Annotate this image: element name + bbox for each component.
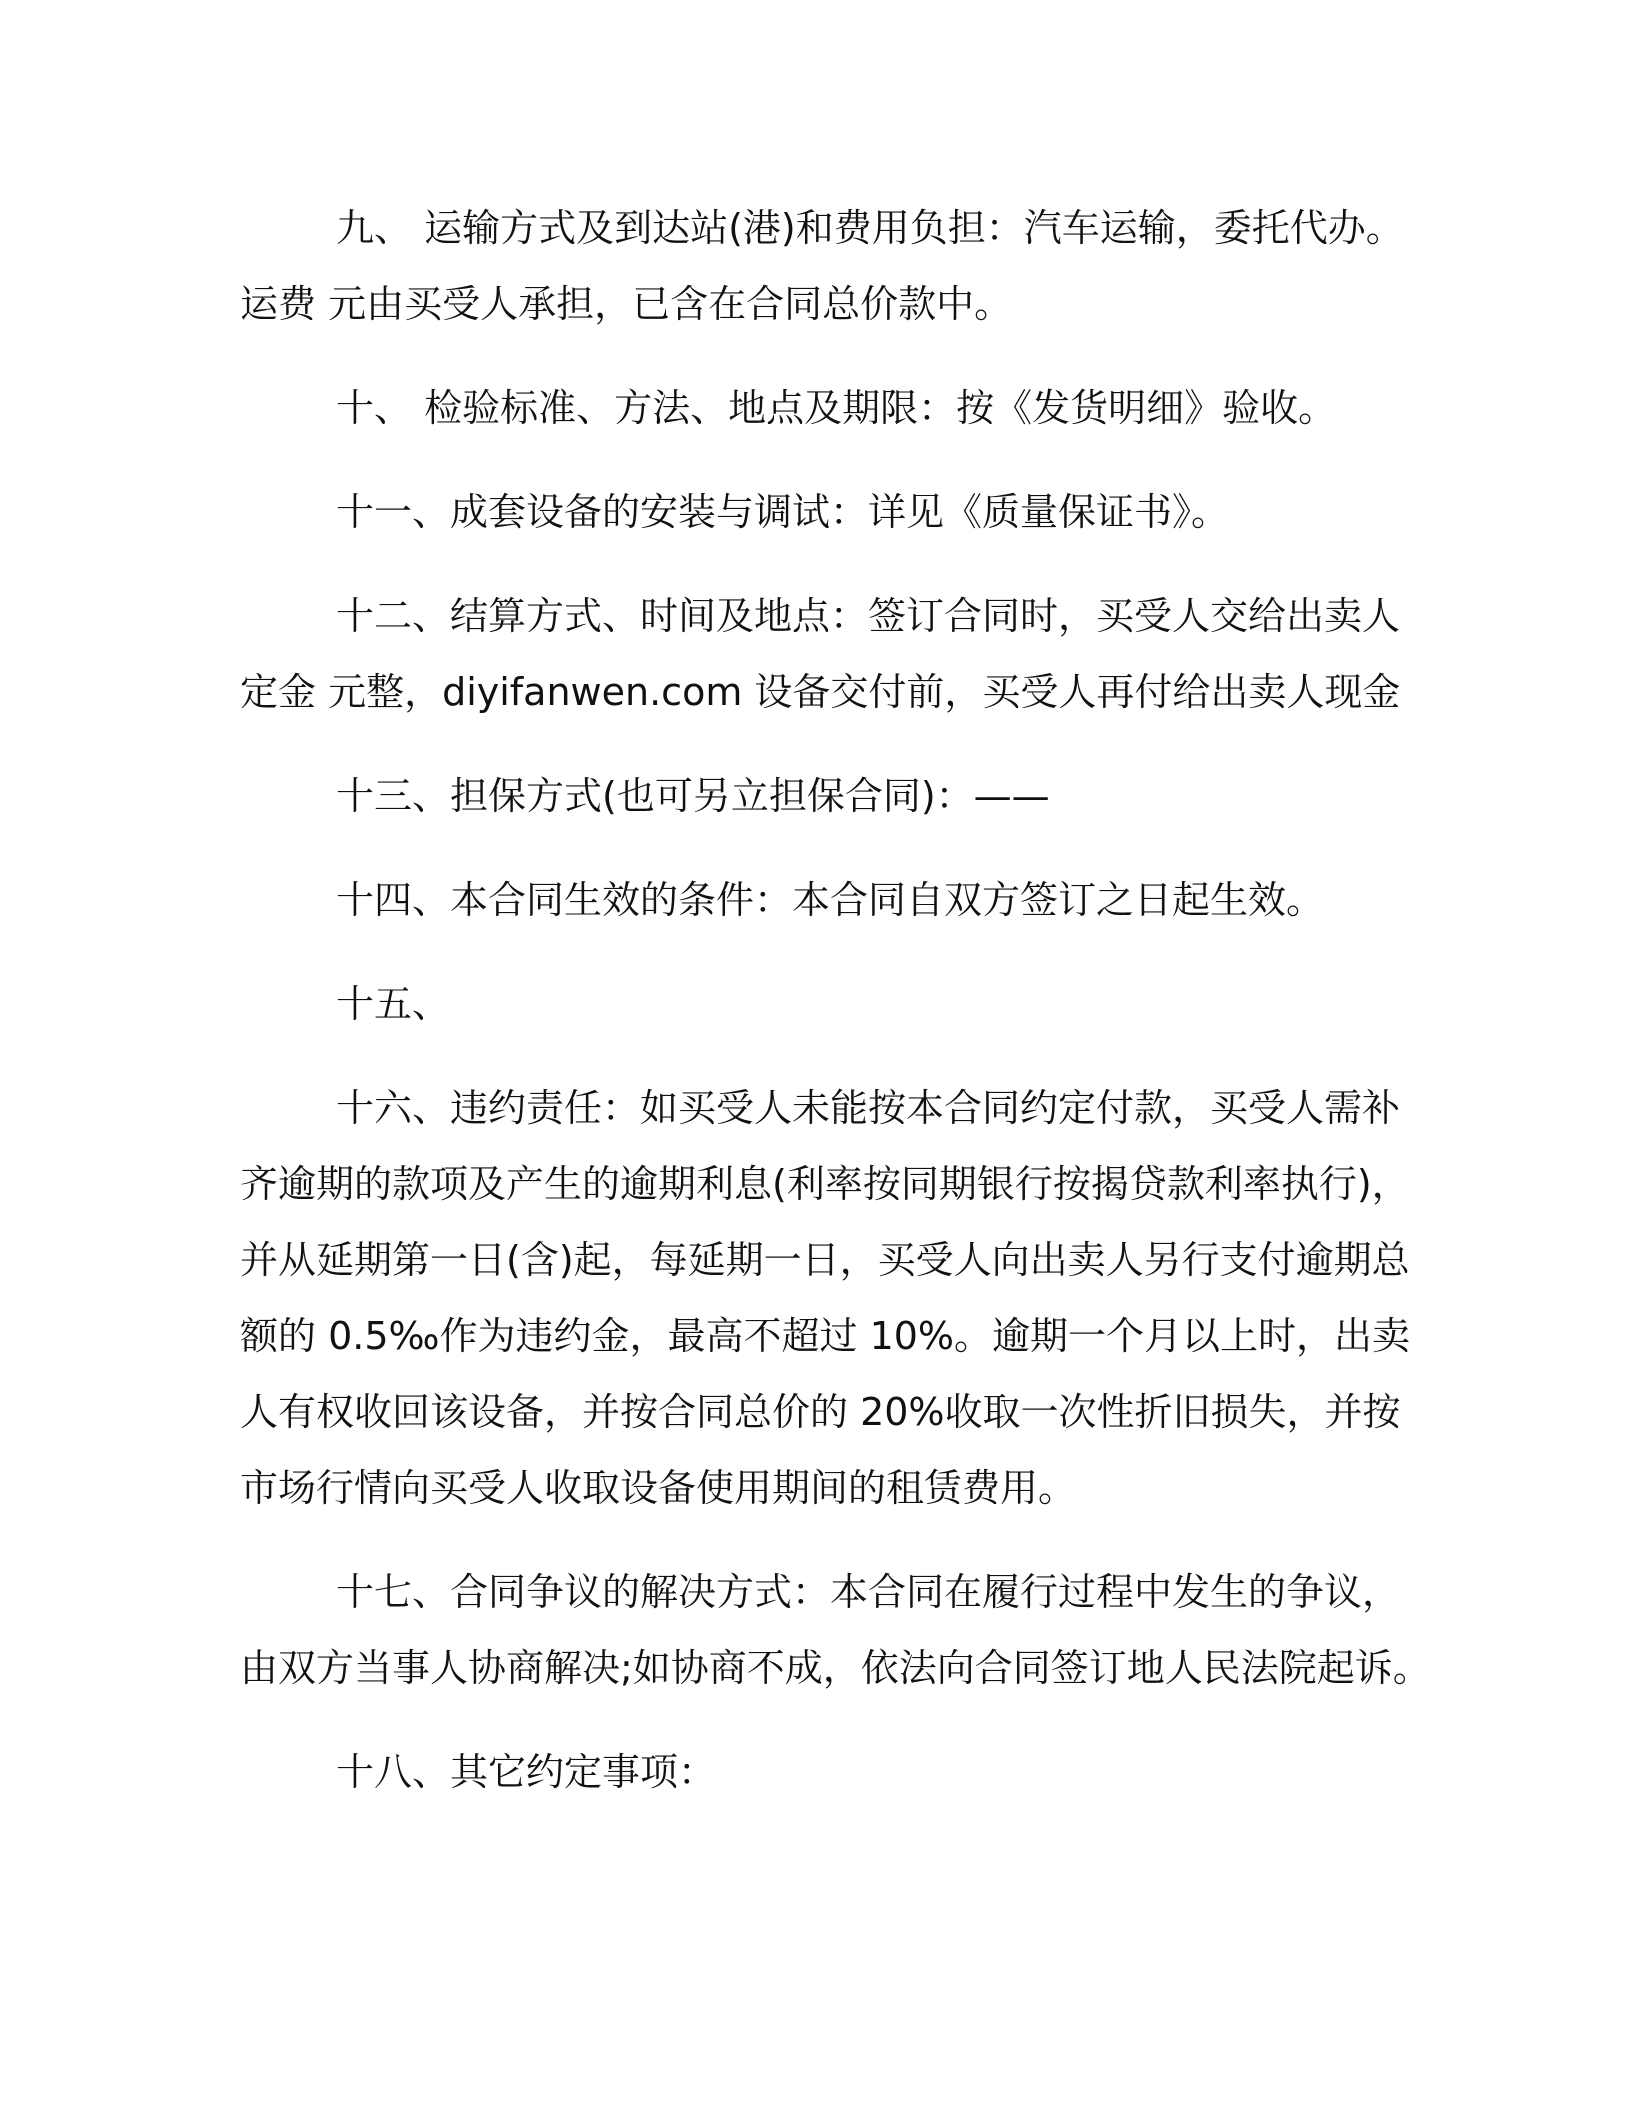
document-body <box>240 190 1431 1838</box>
clause-15-line-1: 十五、 <box>336 982 451 1026</box>
clause-16 <box>240 1070 1411 1526</box>
clause-16-line-6: 市场行情向买受人收取设备使用期间的租赁费用。 <box>240 1466 1077 1510</box>
clause-9-line-1: 九、 运输方式及到达站(港)和费用负担：汽车运输，委托代办。 <box>336 206 1404 250</box>
clause-12-line-1: 十二、结算方式、时间及地点：签订合同时，买受人交给出卖人 <box>336 594 1401 638</box>
clause-18 <box>240 1734 1400 1810</box>
clause-17-line-2: 由双方当事人协商解决;如协商不成，依法向合同签订地人民法院起诉。 <box>240 1646 1431 1690</box>
clause-18-line-1: 十八、其它约定事项： <box>336 1750 717 1794</box>
clause-10-line-1: 十、 检验标准、方法、地点及期限：按《发货明细》验收。 <box>336 386 1337 430</box>
clause-16-line-5: 人有权收回该设备，并按合同总价的 20%收取一次性折旧损失，并按 <box>240 1390 1401 1434</box>
clause-12 <box>240 578 1400 730</box>
clause-13-line-1: 十三、担保方式(也可另立担保合同)：—— <box>336 774 1050 818</box>
clause-17 <box>240 1554 1431 1706</box>
clause-11 <box>240 474 1400 550</box>
clause-16-line-3: 并从延期第一日(含)起，每延期一日，买受人向出卖人另行支付逾期总 <box>240 1238 1410 1282</box>
clause-16-line-2: 齐逾期的款项及产生的逾期利息(利率按同期银行按揭贷款利率执行)， <box>240 1162 1410 1206</box>
clause-14 <box>240 862 1400 938</box>
clause-16-line-1: 十六、违约责任：如买受人未能按本合同约定付款，买受人需补 <box>336 1086 1401 1130</box>
clause-10 <box>240 370 1400 446</box>
clause-12-line-2: 定金 元整，diyifanwen.com 设备交付前，买受人再付给出卖人现金 <box>240 670 1401 714</box>
clause-13 <box>240 758 1400 834</box>
clause-9 <box>240 190 1404 342</box>
clause-15 <box>240 966 1400 1042</box>
clause-16-line-4: 额的 0.5‰作为违约金，最高不超过 10%。逾期一个月以上时，出卖 <box>240 1314 1411 1358</box>
clause-11-line-1: 十一、成套设备的安装与调试：详见《质量保证书》。 <box>336 490 1230 534</box>
clause-14-line-1: 十四、本合同生效的条件：本合同自双方签订之日起生效。 <box>336 878 1325 922</box>
clause-9-line-2: 运费 元由买受人承担，已含在合同总价款中。 <box>240 282 1013 326</box>
clause-17-line-1: 十七、合同争议的解决方式：本合同在履行过程中发生的争议， <box>336 1570 1401 1614</box>
